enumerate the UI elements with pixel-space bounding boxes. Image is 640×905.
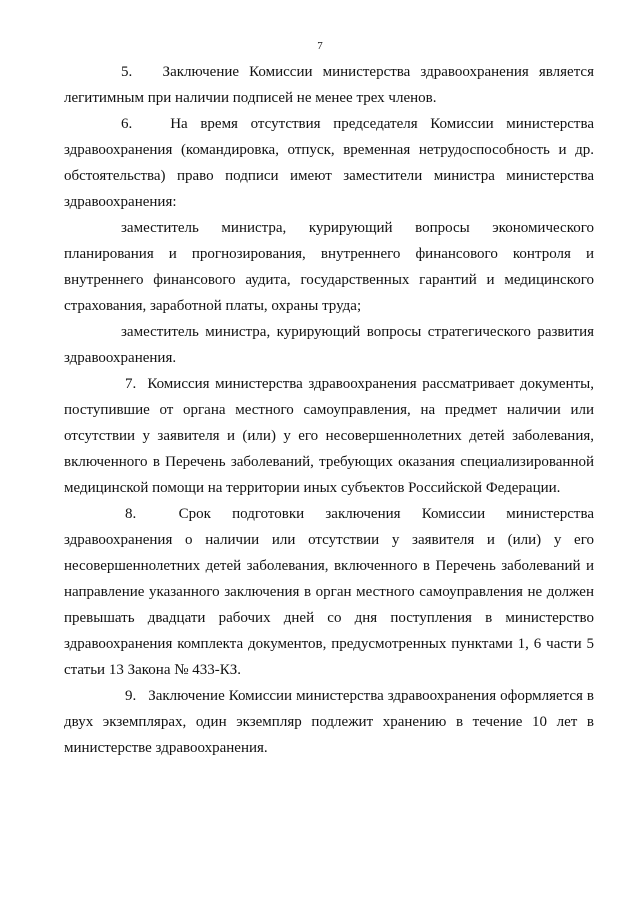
paragraph-6-deputy-economics: заместитель министра, курирующий вопросы экономического планирования и прогнозирования, внутреннего финансового контроля и внутреннего финансового аудита, государственных гарантий и медицинского страхования, заработной платы, охраны труда; [64,220,594,314]
page-number: 7 [317,40,323,52]
paragraph-6: 6. На время отсутствия председателя Комиссии министерства здравоохранения (командировка, отпуск, временная нетрудоспособность и др. обстоятельства) право подписи имеют заместители министра министерства здравоохранения: [64,116,594,210]
paragraph-9: 9. Заключение Комиссии министерства здравоохранения оформляется в двух экземплярах, один экземпляр подлежит хранению в течение 10 лет в министерстве здравоохранения. [64,688,594,756]
paragraph-8: 8. Срок подготовки заключения Комиссии министерства здравоохранения о наличии или отсутствии у заявителя и (или) у его несовершеннолетних детей заболевания, включенного в Перечень заболеваний и направление указанного заключения в орган местного самоуправления не должен превышать двадцати рабочих дней со дня поступления в министерство здравоохранения комплекта документов, предусмотренных пунктами 1, 6 части 5 статьи 13 Закона № 433-КЗ. [64,506,594,678]
paragraph-7: 7. Комиссия министерства здравоохранения рассматривает документы, поступившие от органа местного самоуправления, на предмет наличии или отсутствии у заявителя и (или) у его несовершеннолетних детей заболевания, включенного в Перечень заболеваний, требующих оказания специализированной медицинской помощи на территории иных субъектов Российской Федерации. [64,376,594,496]
paragraph-5: 5. Заключение Комиссии министерства здравоохранения является легитимным при наличии подписей не менее трех членов. [64,64,594,106]
paragraph-6-deputy-strategy: заместитель министра, курирующий вопросы стратегического развития здравоохранения. [64,324,594,366]
document-body [64,59,594,761]
